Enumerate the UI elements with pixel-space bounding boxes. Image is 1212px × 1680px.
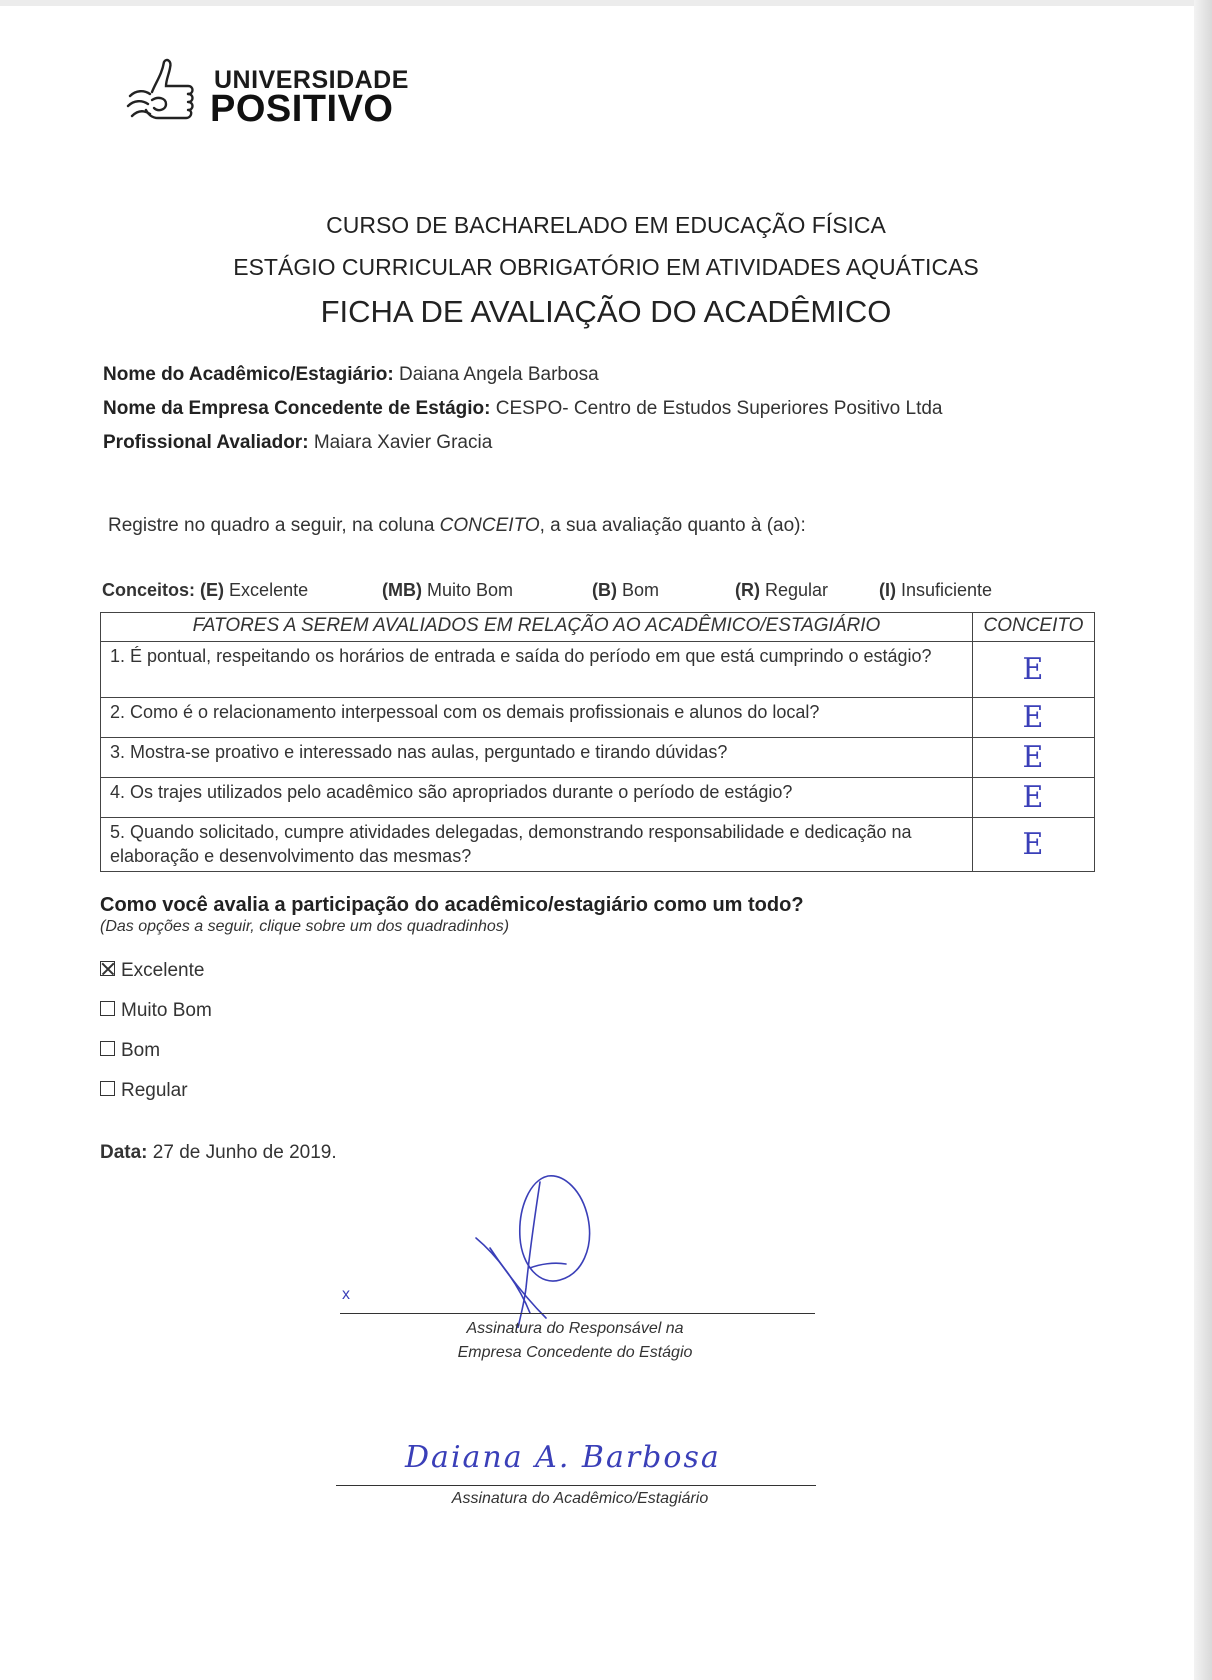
- student-value: Daiana Angela Barbosa: [398, 364, 599, 385]
- evaluator-field: [103, 432, 492, 454]
- company-signature-drawing: [470, 1168, 640, 1328]
- logo-line-1: UNIVERSIDADE: [214, 66, 409, 94]
- concept-handwritten: E: [1023, 652, 1044, 687]
- concept-cell[interactable]: [972, 642, 1094, 698]
- thumbs-up-logo-icon: [122, 56, 204, 136]
- form-title: FICHA DE AVALIAÇÃO DO ACADÊMICO: [320, 294, 892, 329]
- option-excelente[interactable]: [100, 960, 204, 984]
- option-regular[interactable]: [100, 1080, 188, 1104]
- student-signature-line: [336, 1485, 816, 1486]
- instruction-before: Registre no quadro a seguir, na coluna: [108, 515, 440, 536]
- checkbox-icon[interactable]: [100, 1001, 115, 1016]
- option-label: Excelente: [121, 960, 205, 981]
- question-cell: 2. Como é o relacionamento interpessoal com os demais profissionais e alunos do local?: [101, 698, 973, 738]
- date-value: 27 de Junho de 2019.: [152, 1142, 337, 1163]
- scan-right-edge: [1194, 0, 1212, 1680]
- university-logo: [122, 56, 422, 136]
- concept-code: (MB): [382, 580, 422, 600]
- student-signature: Daiana A. Barbosa: [405, 1440, 721, 1475]
- question-cell: 1. É pontual, respeitando os horários de entrada e saída do período em que está cumprindo o estágio?: [101, 642, 973, 698]
- date-label: Data:: [100, 1142, 148, 1163]
- concepts-item-r: [735, 580, 828, 601]
- checkbox-icon[interactable]: [100, 1041, 115, 1056]
- concepts-item-b: [592, 580, 659, 601]
- concept-cell[interactable]: [972, 778, 1094, 818]
- concept-code: (B): [592, 580, 617, 600]
- concept-text: Muito Bom: [427, 580, 514, 600]
- checkbox-icon[interactable]: [100, 1081, 115, 1096]
- company-signature-caption-2: Empresa Concedente do Estágio: [457, 1344, 693, 1361]
- table-row: [101, 738, 1095, 778]
- concept-text: Excelente: [229, 580, 309, 600]
- concept-handwritten: E: [1023, 740, 1044, 775]
- overall-hint: (Das opções a seguir, clique sobre um dos quadradinhos): [100, 918, 510, 935]
- evaluator-value: Maiara Xavier Gracia: [313, 432, 493, 453]
- company-field: [103, 398, 943, 420]
- question-cell: 5. Quando solicitado, cumpre atividades delegadas, demonstrando responsabilidade e dedicação na elaboração e desenvolvimento das mesmas?: [101, 818, 973, 872]
- instruction-after: , a sua avaliação quanto à (ao):: [539, 515, 806, 536]
- table-row: [101, 778, 1095, 818]
- checked-checkbox-icon[interactable]: [100, 961, 115, 976]
- concept-cell[interactable]: [972, 818, 1094, 872]
- date-field: [100, 1142, 337, 1164]
- concept-text: Regular: [765, 580, 829, 600]
- internship-heading: ESTÁGIO CURRICULAR OBRIGATÓRIO EM ATIVIDADES AQUÁTICAS: [233, 254, 979, 280]
- evaluation-table: [100, 612, 1095, 872]
- instruction-text: [108, 515, 806, 537]
- header-concept: CONCEITO: [972, 613, 1094, 642]
- header-factors: FATORES A SEREM AVALIADOS EM RELAÇÃO AO ACADÊMICO/ESTAGIÁRIO: [101, 613, 973, 642]
- student-label: Nome do Acadêmico/Estagiário:: [103, 364, 394, 385]
- logo-line-2: POSITIVO: [210, 88, 394, 130]
- option-label: Bom: [121, 1040, 161, 1061]
- instruction-emphasis: CONCEITO: [439, 515, 540, 536]
- concept-code: (I): [879, 580, 896, 600]
- question-cell: 4. Os trajes utilizados pelo acadêmico são apropriados durante o período de estágio?: [101, 778, 973, 818]
- concepts-legend: [102, 580, 1022, 604]
- table-header-row: [101, 613, 1095, 642]
- table-row: [101, 642, 1095, 698]
- company-signature-mark: x: [342, 1286, 350, 1303]
- evaluator-label: Profissional Avaliador:: [103, 432, 309, 453]
- company-value: CESPO- Centro de Estudos Superiores Positivo Ltda: [495, 398, 943, 419]
- company-signature-caption-1: Assinatura do Responsável na: [466, 1320, 684, 1337]
- concept-text: Insuficiente: [901, 580, 993, 600]
- concepts-label: Conceitos:: [102, 580, 196, 600]
- table-row: [101, 698, 1095, 738]
- concept-handwritten: E: [1023, 700, 1044, 735]
- concept-code: (E): [200, 580, 225, 600]
- concept-cell[interactable]: [972, 698, 1094, 738]
- option-muito-bom[interactable]: [100, 1000, 212, 1024]
- company-label: Nome da Empresa Concedente de Estágio:: [103, 398, 491, 419]
- option-label: Muito Bom: [121, 1000, 212, 1021]
- concept-code: (R): [735, 580, 760, 600]
- concept-handwritten: E: [1023, 780, 1044, 815]
- table-row: [101, 818, 1095, 872]
- concept-cell[interactable]: [972, 738, 1094, 778]
- concept-handwritten: E: [1023, 827, 1044, 862]
- course-heading: CURSO DE BACHARELADO EM EDUCAÇÃO FÍSICA: [326, 212, 886, 238]
- company-signature-line: [340, 1313, 815, 1314]
- concepts-item-e: [102, 580, 308, 601]
- option-label: Regular: [121, 1080, 188, 1101]
- question-cell: 3. Mostra-se proativo e interessado nas aulas, perguntado e tirando dúvidas?: [101, 738, 973, 778]
- student-field: [103, 364, 599, 386]
- scan-top-edge: [0, 0, 1212, 6]
- student-signature-caption: Assinatura do Acadêmico/Estagiário: [451, 1490, 709, 1507]
- option-bom[interactable]: [100, 1040, 160, 1064]
- concept-text: Bom: [622, 580, 660, 600]
- concepts-item-i: [879, 580, 992, 601]
- overall-question: Como você avalia a participação do acadêmico/estagiário como um todo?: [100, 894, 804, 916]
- concepts-item-mb: [382, 580, 513, 601]
